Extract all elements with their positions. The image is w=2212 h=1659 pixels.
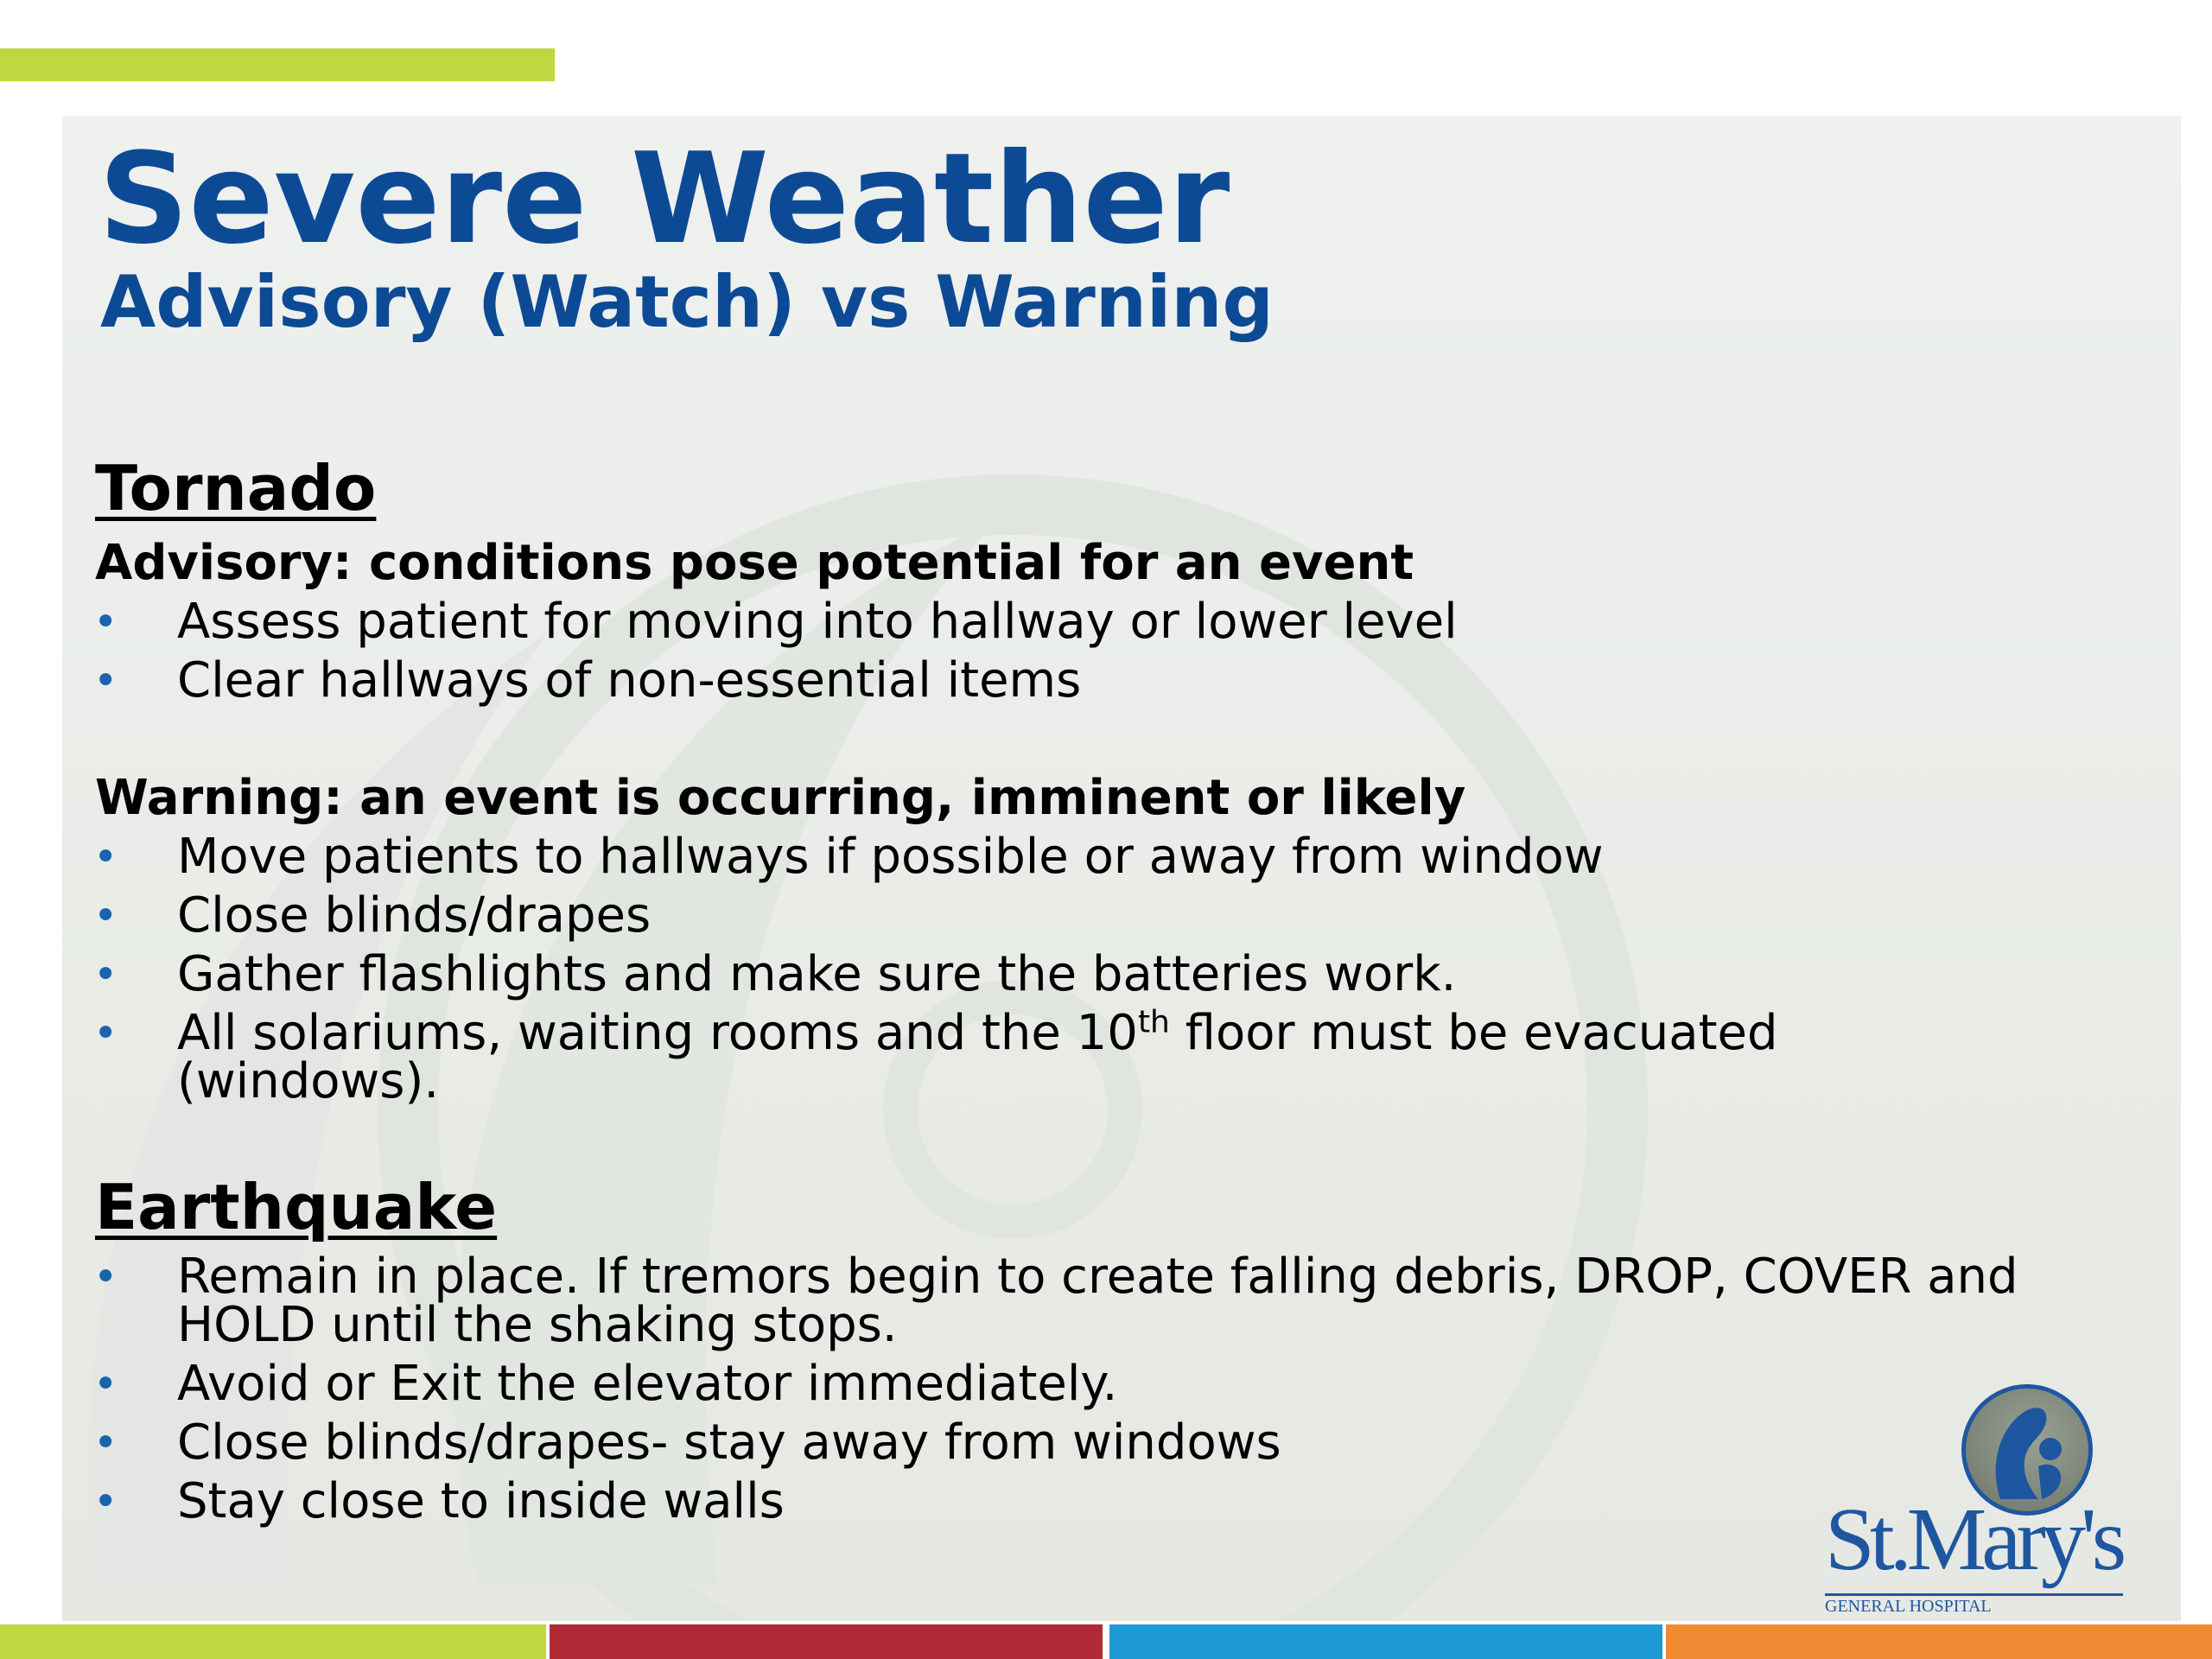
logo-wordmark: St.Mary's <box>1825 1490 2122 1589</box>
list-item: • Clear hallways of non-essential items <box>62 657 2119 705</box>
footer-stripe-orange <box>1666 1624 2212 1659</box>
logo-tagline: GENERAL HOSPITAL <box>1825 1597 1992 1616</box>
tornado-warning-label: Warning: an event is occurring, imminent or likely <box>95 770 1466 826</box>
list-item: • Remain in place. If tremors begin to create falling debris, DROP, COVER and HOLD until the shaking stops. <box>62 1253 2035 1350</box>
tornado-advisory-list <box>62 594 2119 715</box>
list-item: • Move patients to hallways if possible or away from window <box>62 833 2119 881</box>
list-item: • Avoid or Exit the elevator immediately. <box>62 1360 2119 1408</box>
logo-divider <box>1825 1593 2123 1596</box>
earthquake-list <box>62 1249 2119 1536</box>
top-accent-bar <box>0 48 555 81</box>
list-item: • Stay close to inside walls <box>62 1478 2119 1526</box>
tornado-warning-list <box>62 829 2119 1116</box>
footer-stripe-blue <box>1109 1624 1662 1659</box>
hospital-logo <box>1825 1384 2136 1618</box>
earthquake-heading: Earthquake <box>95 1171 498 1243</box>
evacuation-text-end: floor must be evacuated (windows). <box>177 1005 1778 1109</box>
slide-panel <box>62 116 2181 1621</box>
evacuation-text-start: All solariums, waiting rooms and the 10 <box>177 1005 1138 1061</box>
footer-stripe-green <box>0 1624 546 1659</box>
footer-stripe-red <box>550 1624 1103 1659</box>
list-item: • Gather flashlights and make sure the batteries work. <box>62 950 2119 999</box>
slide-title: Severe Weather <box>99 126 1230 272</box>
list-item: • Close blinds/drapes <box>62 892 2119 940</box>
slide-subtitle: Advisory (Watch) vs Warning <box>100 260 1274 344</box>
ordinal-suffix: th <box>1137 1004 1170 1040</box>
list-item: • Assess patient for moving into hallway or lower level <box>62 598 2119 646</box>
tornado-heading: Tornado <box>95 452 377 524</box>
list-item: • Close blinds/drapes- stay away from windows <box>62 1419 2119 1467</box>
tornado-advisory-label: Advisory: conditions pose potential for an event <box>95 535 1414 591</box>
list-item-evacuation <box>62 1004 1819 1109</box>
